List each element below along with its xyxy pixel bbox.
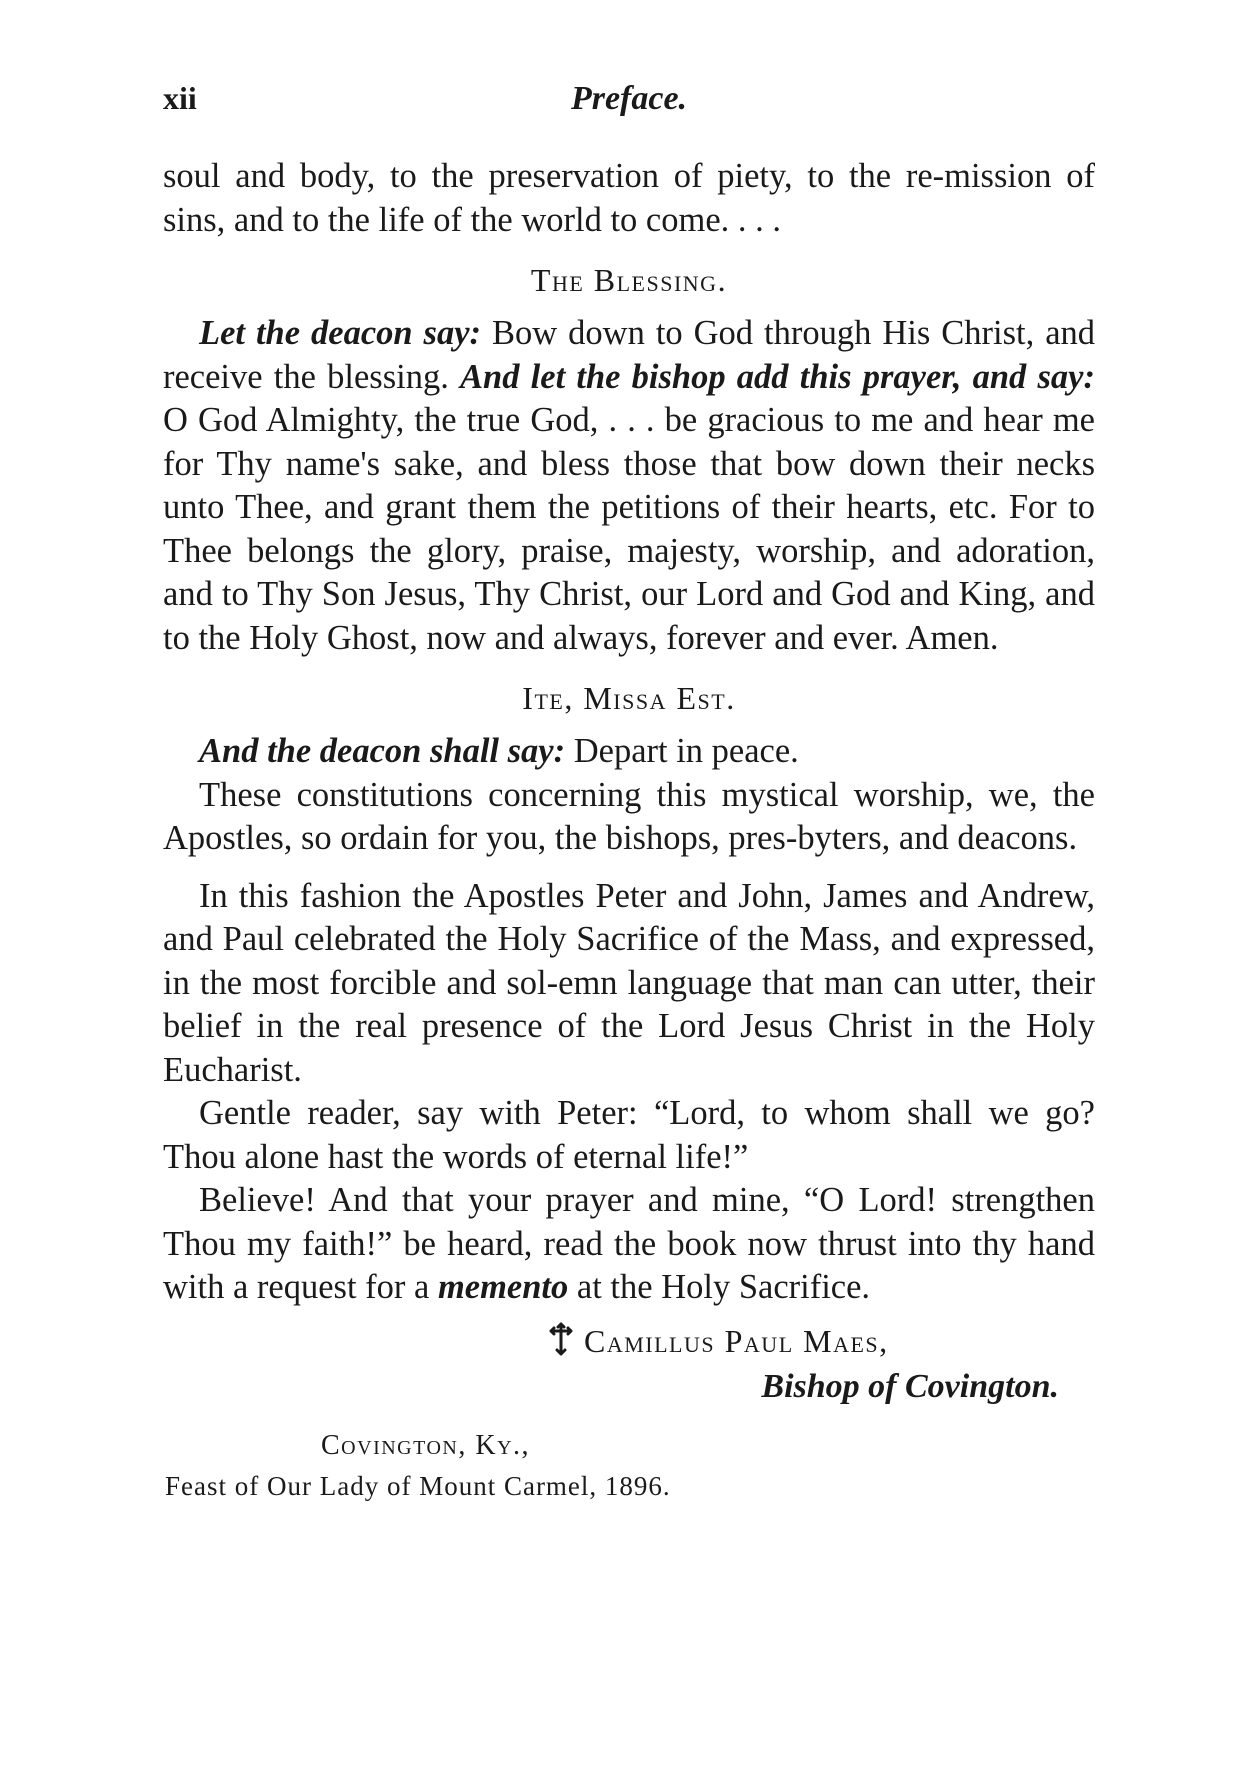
dateline-place: Covington, Ky.,: [321, 1429, 531, 1461]
page-number: xii: [163, 80, 197, 116]
prayer-text: Bow down to God through His Christ, and receive the blessing.: [163, 314, 1096, 396]
rubric: And let the bishop add this prayer, and say:: [460, 357, 1095, 396]
rubric: And the deacon shall say:: [199, 732, 566, 770]
signer-title: Bishop of Covington.: [761, 1367, 1059, 1405]
paragraph-continuation: soul and body, to the preservation of piety, to the re-mission of sins, and to the life of the world to come. . . .: [163, 157, 1095, 239]
prayer-text: O God Almighty, the true God, . . . be gracious to me and hear me for Thy name's sake, and bless those that bow down their necks unto Thee, and grant them the petitions of their hearts, etc. For to Thee belongs the glory, praise, majesty, worship, and adoration, and to Thy Son Jesus, Thy Christ, our Lord and God and King, and to the Holy Ghost, now and always, forever and ever. Amen.: [163, 401, 1095, 657]
page-body: [163, 155, 1095, 1506]
believe-text: Believe! And that your prayer and mine, “O Lord! strengthen Thou my faith!” be heard, read the book now thrust into thy hand with a request for a: [163, 1181, 1095, 1306]
running-title: Preface.: [570, 80, 688, 117]
paragraph-constitutions: These constitutions concerning this mystical worship, we, the Apostles, so ordain for you, the bishops, pres-byters, and deacons.: [163, 775, 1095, 857]
signature-block: [163, 1318, 1095, 1410]
paragraph-blessing: [163, 312, 1095, 660]
section-heading-blessing: The Blessing.: [530, 262, 728, 298]
paragraph-dismissal: [163, 730, 1095, 774]
dateline-date: Feast of Our Lady of Mount Carmel, 1896.: [165, 1470, 671, 1501]
paragraph-believe: [163, 1179, 1095, 1310]
rubric: Let the deacon say:: [199, 314, 482, 352]
running-head: [163, 80, 1095, 130]
section-heading-ite-missa-est: Ite, Missa Est.: [522, 680, 736, 716]
believe-text-end: at the Holy Sacrifice.: [568, 1268, 871, 1306]
paragraph-gentle-reader: Gentle reader, say with Peter: “Lord, to whom shall we go? Thou alone hast the words of eternal life!”: [163, 1094, 1095, 1176]
cross-icon: [548, 1322, 574, 1356]
signer-name: Camillus Paul Maes,: [584, 1322, 889, 1359]
memento-italic: memento: [437, 1268, 569, 1306]
dismissal-text: Depart in peace.: [565, 732, 799, 770]
paragraph-apostles: In this fashion the Apostles Peter and John, James and Andrew, and Paul celebrated the Holy Sacrifice of the Mass, and expressed, in the most forcible and sol-emn language that man can utter, their belief in the real presence of the Lord Jesus Christ in the Holy Eucharist.: [163, 876, 1095, 1089]
